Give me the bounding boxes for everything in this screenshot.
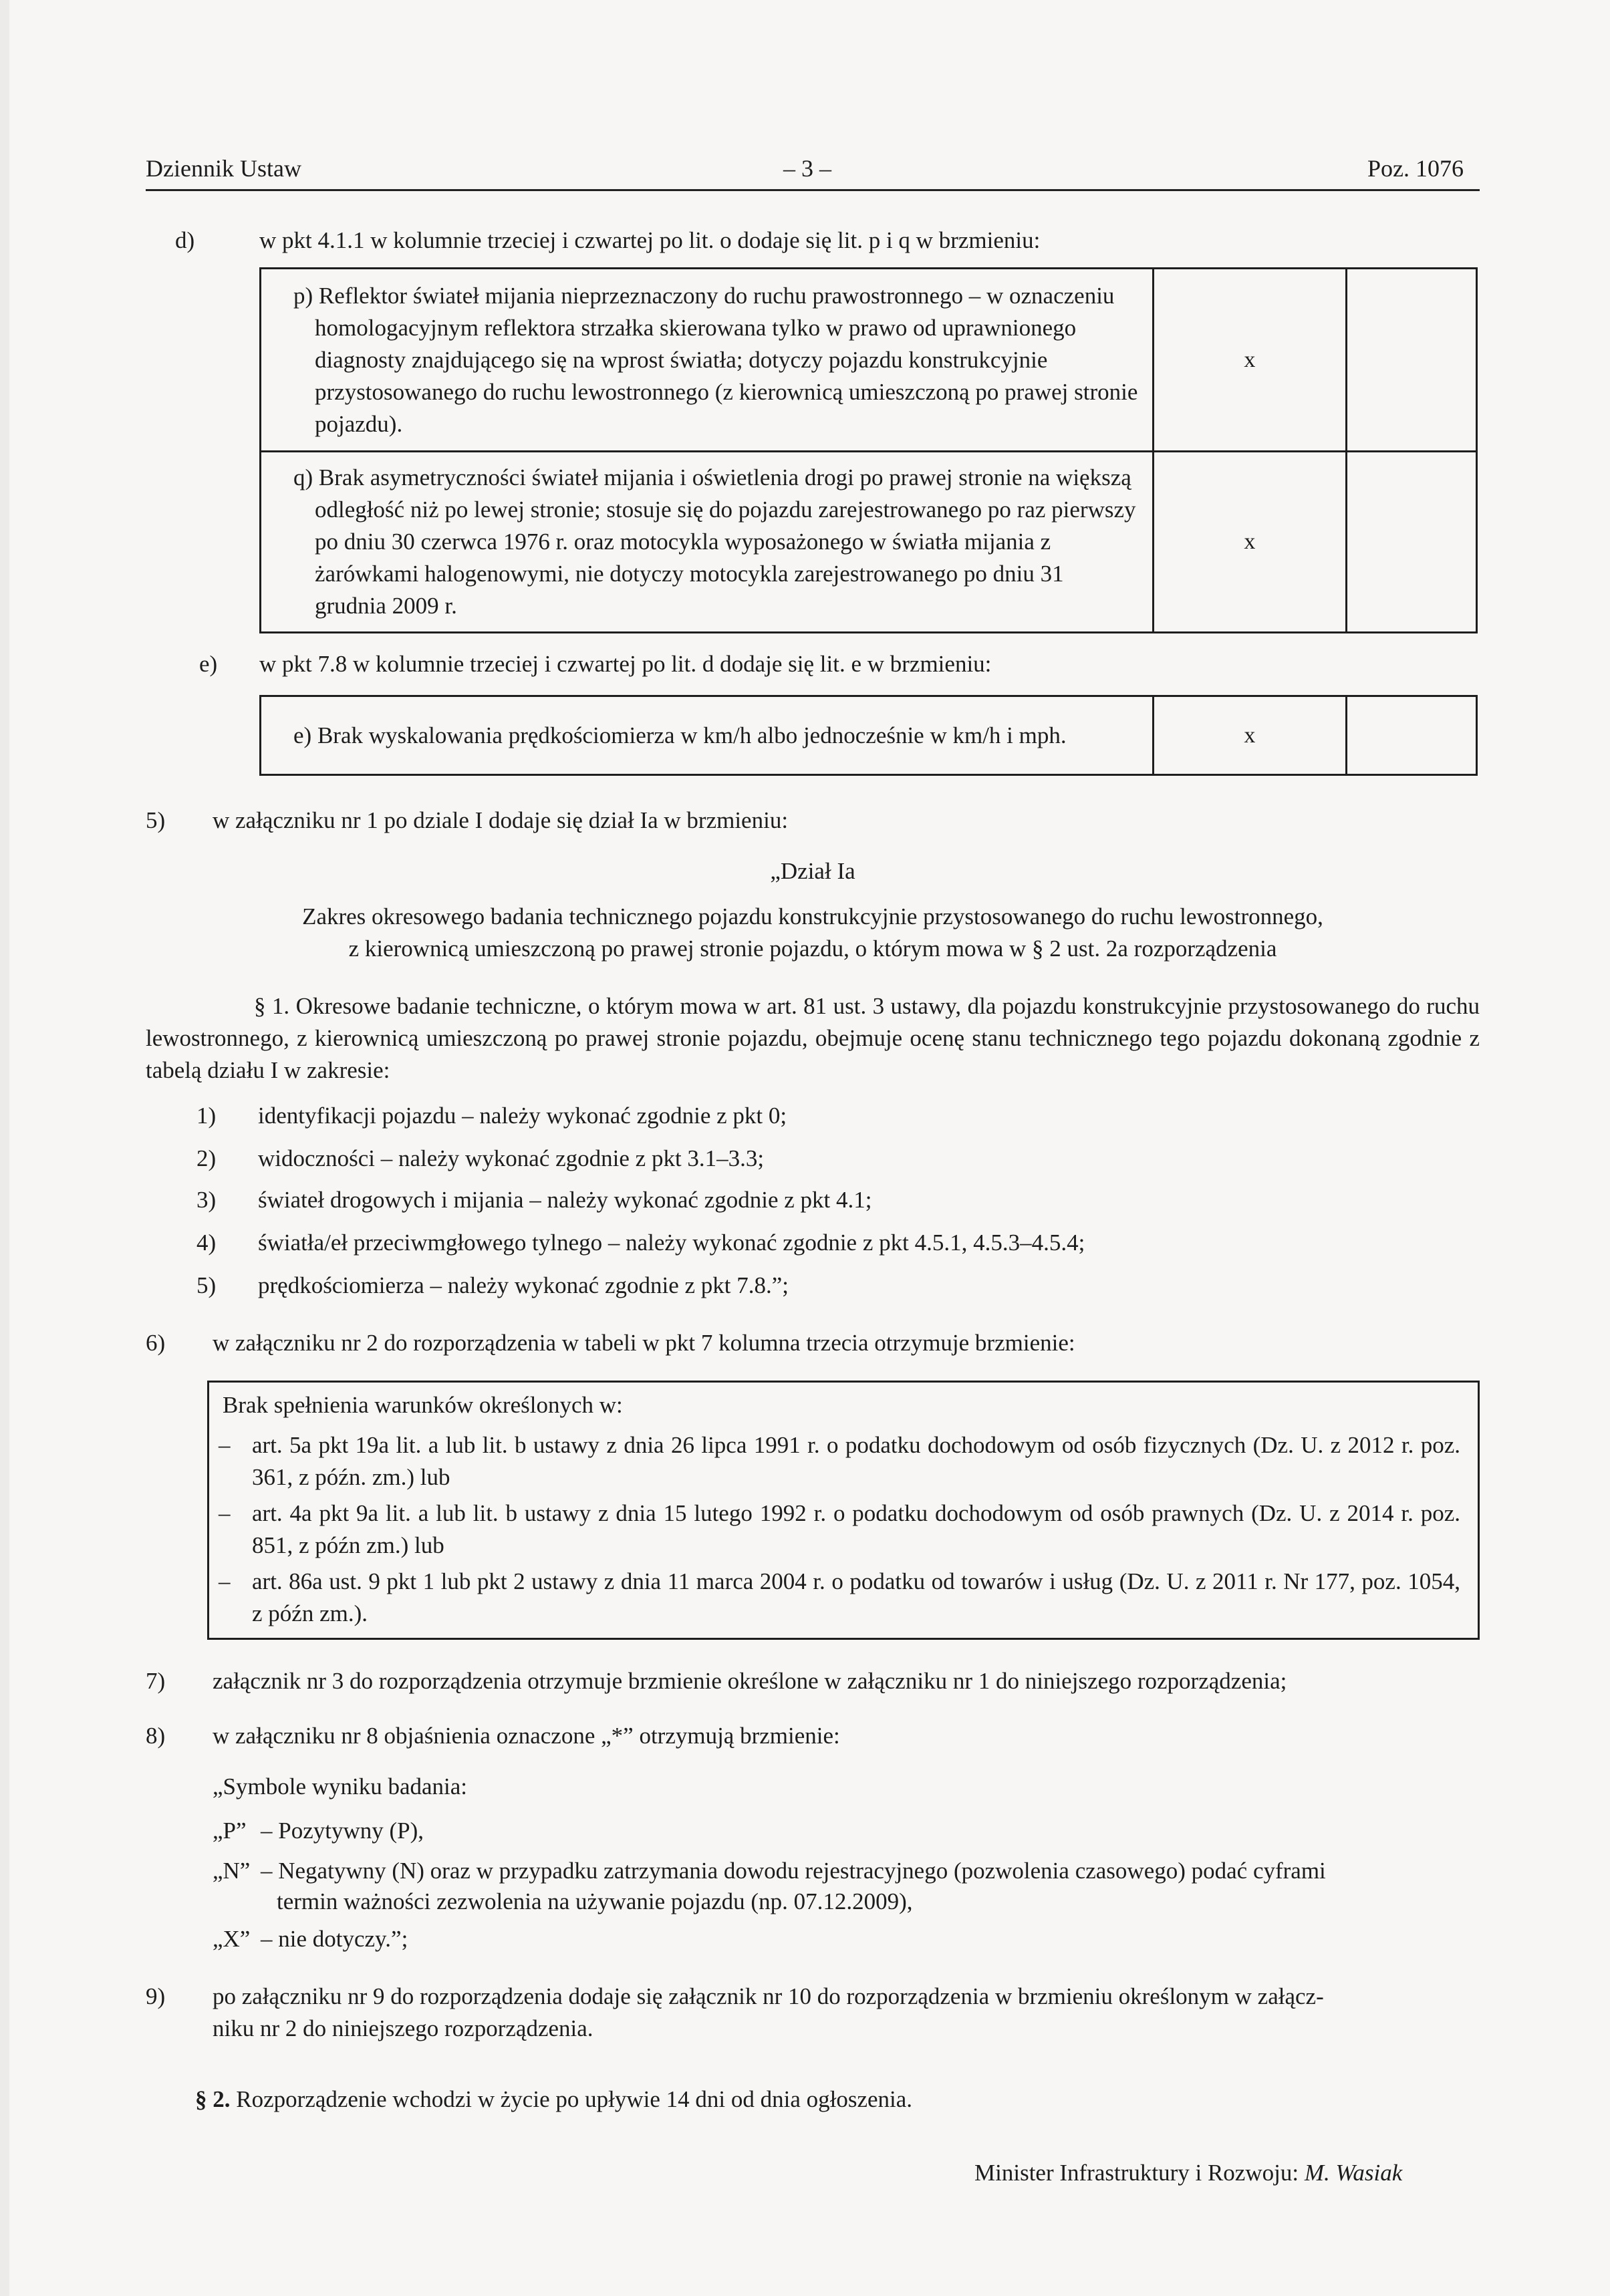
item-e-text: w pkt 7.8 w kolumnie trzeciej i czwartej po lit. d dodaje się lit. e w brzmieniu: [259, 651, 992, 677]
signature [974, 2157, 1402, 2189]
table-cell-text [261, 269, 1154, 452]
item-8-text: w załączniku nr 8 objaśnienia oznaczone „*” otrzymują brzmienie: [213, 1723, 840, 1749]
list-item-number: 5) [196, 1272, 217, 1298]
dzial-subtitle-line2: z kierownicą umieszczoną po prawej stronie pojazdu, o którym mowa w § 2 ust. 2a rozporządzenia [348, 936, 1277, 962]
row-p-text: p) Reflektor świateł mijania nieprzeznaczony do ruchu prawostronnego – w oznaczeniu homologacyjnym reflektora strzałka skierowana tylko w prawo od uprawnionego diagnosty znajdującego się na wprost światła; dotyczy pojazdu konstrukcyjnie przystosowanego do ruchu lewostronnego (z kierownicą umieszczoną po prawej stronie pojazdu). [293, 282, 1138, 437]
item-6-text: w załączniku nr 2 do rozporządzenia w tabeli w pkt 7 kolumna trzecia otrzymuje brzmienie: [213, 1330, 1075, 1356]
header-page-number: – 3 – [783, 155, 831, 182]
list-item: prędkościomierza – należy wykonać zgodnie z pkt 7.8.”; [258, 1272, 789, 1298]
table-row [261, 269, 1477, 452]
header-journal-title: Dziennik Ustaw [146, 155, 301, 182]
item-7-text: załącznik nr 3 do rozporządzenia otrzymuje brzmienie określone w załączniku nr 1 do niniejszego rozporządzenia; [213, 1668, 1287, 1694]
list-item: identyfikacji pojazdu – należy wykonać zgodnie z pkt 0; [258, 1103, 787, 1129]
row-q-text: q) Brak asymetryczności świateł mijania i oświetlenia drogi po prawej stronie na większą odległość niż po lewej stronie; stosuje się do pojazdu zarejestrowanego po raz pierwszy po dniu 30 czerwca 1976 r. oraz motocykla wyposażonego w światła mijania z żarówkami halogenowymi, nie dotyczy motocykla zarejestrowanego po dniu 31 grudnia 2009 r. [293, 464, 1136, 619]
table-cell-text [261, 452, 1154, 633]
item-d-text: w pkt 4.1.1 w kolumnie trzeciej i czwartej po lit. o dodaje się lit. p i q w brzmieniu: [259, 227, 1041, 253]
item-5-label: 5) [146, 807, 166, 833]
list-item-number: 1) [196, 1103, 217, 1129]
signature-name: M. Wasiak [1304, 2160, 1403, 2186]
item-e-label: e) [199, 651, 218, 677]
box-item: art. 5a pkt 19a lit. a lub lit. b ustawy z dnia 26 lipca 1991 r. o podatku dochodowym od osób fizycznych (Dz. U. z 2012 r. poz. 361, z późn. zm.) lub [252, 1432, 1460, 1490]
list-item: widoczności – należy wykonać zgodnie z pkt 3.1–3.3; [258, 1145, 765, 1171]
row-e-mark: x [1153, 696, 1347, 775]
page-fold-shadow [0, 0, 9, 2296]
symbol-desc: – nie dotyczy.”; [261, 1926, 408, 1952]
item-9-line2: niku nr 2 do niniejszego rozporządzenia. [213, 2015, 593, 2041]
item-6-label: 6) [146, 1330, 166, 1356]
list-item-number: 3) [196, 1187, 217, 1213]
signature-prefix: Minister Infrastruktury i Rozwoju: [974, 2160, 1305, 2186]
list-item-number: 2) [196, 1145, 217, 1171]
symbol-code: „X” [213, 1926, 251, 1952]
item-5-text: w załączniku nr 1 po dziale I dodaje się dział Ia w brzmieniu: [213, 807, 789, 833]
list-item: światła/eł przeciwmgłowego tylnego – należy wykonać zgodnie z pkt 4.5.1, 4.5.3–4.5.4; [258, 1230, 1085, 1256]
symbol-code: „N” [213, 1858, 251, 1884]
item-9-label: 9) [146, 1983, 166, 2009]
row-q-mark: x [1153, 452, 1347, 633]
table-row [261, 452, 1477, 633]
row-p-mark: x [1153, 269, 1347, 452]
item-9-line1: po załączniku nr 9 do rozporządzenia dodaje się załącznik nr 10 do rozporządzenia w brzmieniu określonym w załącz- [213, 1983, 1324, 2009]
table-cell-text [261, 696, 1154, 775]
table-cell-empty [1347, 452, 1477, 633]
symbol-desc-continued: termin ważności zezwolenia na używanie pojazdu (np. 07.12.2009), [277, 1888, 913, 1914]
box-dash: – [219, 1500, 231, 1526]
dzial-subtitle-line1: Zakres okresowego badania technicznego pojazdu konstrukcyjnie przystosowanego do ruchu lewostronnego, [302, 903, 1323, 929]
symbol-desc: – Negatywny (N) oraz w przypadku zatrzymania dowodu rejestracyjnego (pozwolenia czasowego) podać cyframi [261, 1858, 1326, 1884]
par1-text: § 1. Okresowe badanie techniczne, o którym mowa w art. 81 ust. 3 ustawy, dla pojazdu konstrukcyjnie przystosowanego do ruchu lewostronnego, z kierownicą umieszczoną po prawej stronie pojazdu, obejmuje ocenę stanu technicznego tego pojazdu dokonaną zgodnie z tabelą działu I w zakresie: [146, 993, 1480, 1083]
box-dash: – [219, 1568, 231, 1594]
symbols-title: „Symbole wyniku badania: [213, 1773, 468, 1800]
item-e-table [259, 695, 1478, 776]
par2-text: Rozporządzenie wchodzi w życie po upływie 14 dni od dnia ogłoszenia. [230, 2086, 913, 2112]
box-item: art. 4a pkt 9a lit. a lub lit. b ustawy z dnia 15 lutego 1992 r. o podatku dochodowym od osób prawnych (Dz. U. z 2014 r. poz. 851, z późn zm.) lub [252, 1500, 1460, 1558]
item-8-label: 8) [146, 1723, 166, 1749]
header-rule [146, 189, 1480, 191]
header-position: Poz. 1076 [1367, 155, 1464, 182]
item-7-label: 7) [146, 1668, 166, 1694]
symbol-code: „P” [213, 1818, 247, 1844]
box-dash: – [219, 1432, 231, 1458]
item-d-label: d) [175, 227, 195, 253]
box-intro: Brak spełnienia warunków określonych w: [223, 1392, 623, 1418]
symbol-desc: – Pozytywny (P), [261, 1818, 424, 1844]
row-e-text: e) Brak wyskalowania prędkościomierza w km/h albo jednocześnie w km/h i mph. [293, 722, 1067, 748]
list-item-number: 4) [196, 1230, 217, 1256]
list-item: świateł drogowych i mijania – należy wykonać zgodnie z pkt 4.1; [258, 1187, 872, 1213]
dzial-title: „Dział Ia [770, 858, 855, 884]
box-item: art. 86a ust. 9 pkt 1 lub pkt 2 ustawy z dnia 11 marca 2004 r. o podatku od towarów i usług (Dz. U. z 2011 r. Nr 177, poz. 1054, z późn zm.). [252, 1568, 1460, 1626]
table-row [261, 696, 1477, 775]
table-cell-empty [1347, 696, 1477, 775]
par2 [195, 2084, 912, 2116]
item-d-table [259, 267, 1478, 633]
table-cell-empty [1347, 269, 1477, 452]
item-6-box [207, 1381, 1480, 1640]
par2-sign: § 2. [195, 2086, 231, 2112]
